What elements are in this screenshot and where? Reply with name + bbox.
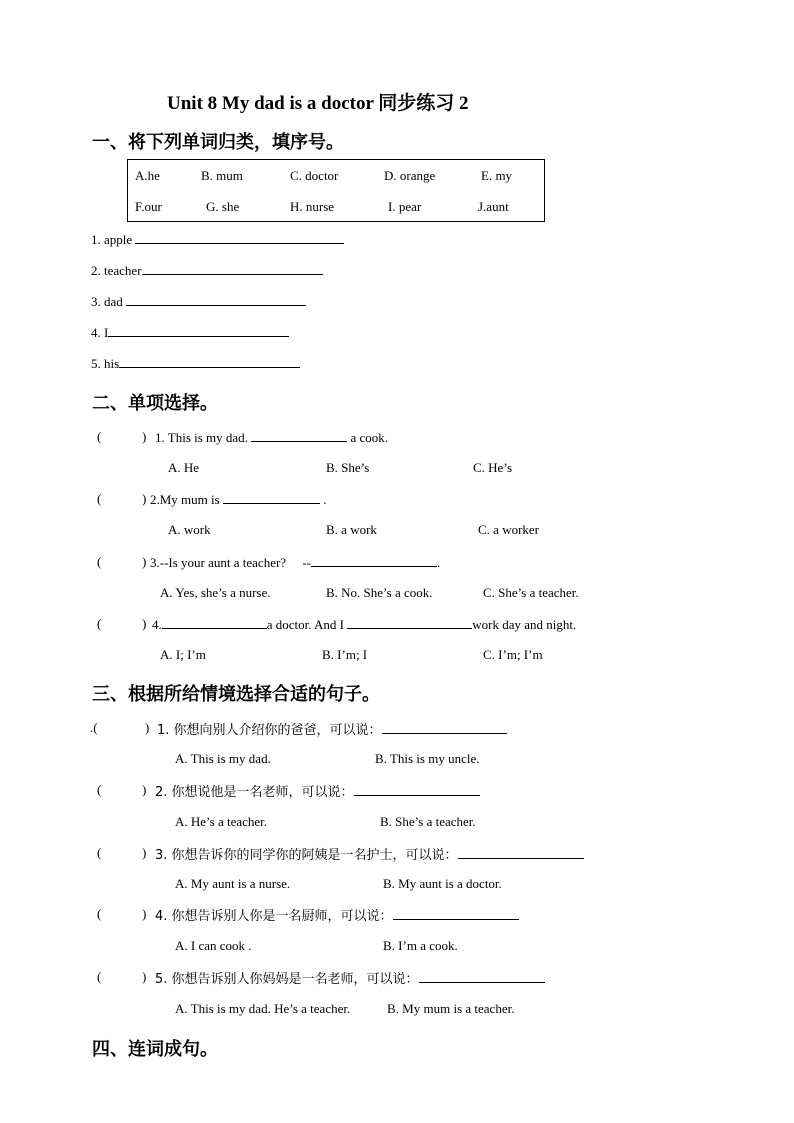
word-c: C. doctor — [290, 168, 339, 183]
paren-open: ( — [97, 491, 102, 506]
word-f: F.our — [135, 199, 162, 214]
category-label: 2. teacher — [91, 263, 142, 278]
question-text: 1. 你想向别人介绍你的爸爸，可以说： — [157, 723, 382, 738]
question-2-3 — [150, 554, 440, 571]
question-text: 4. 你想告诉别人你是一名厨师，可以说： — [155, 909, 393, 924]
section-2-heading: 二、单项选择。 — [92, 393, 218, 414]
option-a[interactable]: A. Yes, she’s a nurse. — [160, 585, 271, 600]
question-text: work day and night. — [472, 617, 577, 632]
question-text: 2. 你想说他是一名老师，可以说： — [155, 785, 354, 800]
category-item-1 — [91, 231, 344, 248]
option-a[interactable]: A. This is my dad. — [175, 751, 271, 766]
category-label: 4. I — [91, 325, 109, 340]
paren-close: ) — [142, 616, 147, 631]
answer-blank[interactable] — [347, 616, 472, 629]
option-a[interactable]: A. He — [168, 460, 200, 475]
question-3-4 — [155, 905, 519, 924]
paren-close: ) — [145, 720, 150, 735]
option-c[interactable]: C. I’m; I’m — [483, 647, 543, 662]
question-2-4 — [152, 616, 576, 633]
section-4-heading: 四、连词成句。 — [92, 1039, 218, 1060]
category-label: 3. dad — [91, 294, 123, 309]
word-d: D. orange — [384, 168, 436, 183]
question-text: 2.My mum is — [150, 492, 220, 507]
word-h: H. nurse — [290, 199, 335, 214]
question-text: 4. — [152, 617, 162, 632]
paren-open: ( — [97, 429, 102, 444]
question-3-3 — [155, 844, 584, 863]
option-b[interactable]: B. My aunt is a doctor. — [383, 876, 502, 891]
paren-close: ) — [142, 782, 147, 797]
answer-blank[interactable] — [251, 429, 347, 442]
category-item-3 — [91, 293, 306, 310]
answer-blank[interactable] — [119, 355, 300, 368]
answer-blank[interactable] — [162, 616, 267, 629]
paren-close: ) — [142, 554, 147, 569]
answer-blank[interactable] — [382, 721, 507, 734]
answer-blank[interactable] — [393, 907, 519, 920]
answer-blank[interactable] — [135, 231, 344, 244]
category-item-2 — [91, 262, 323, 279]
answer-blank[interactable] — [223, 491, 320, 504]
question-text: . — [436, 555, 441, 570]
category-label: 1. apple — [91, 232, 133, 247]
paren-open: ( — [97, 616, 102, 631]
option-b[interactable]: B. I’m a cook. — [383, 938, 458, 953]
question-3-1 — [157, 719, 507, 738]
answer-blank[interactable] — [108, 324, 289, 337]
option-a[interactable]: A. My aunt is a nurse. — [175, 876, 291, 891]
option-b[interactable]: B. a work — [326, 522, 377, 537]
question-3-2 — [155, 781, 480, 800]
answer-blank[interactable] — [354, 783, 480, 796]
question-text: 5. 你想告诉别人你妈妈是一名老师，可以说： — [155, 972, 419, 987]
answer-blank[interactable] — [419, 970, 545, 983]
question-3-5 — [155, 968, 545, 987]
option-c[interactable]: C. He’s — [473, 460, 512, 475]
question-text: 1. This is my dad. — [155, 430, 248, 445]
section-1-heading: 一、将下列单词归类，填序号。 — [92, 132, 344, 153]
word-b: B. mum — [201, 168, 243, 183]
option-c[interactable]: C. a worker — [478, 522, 540, 537]
option-b[interactable]: B. I’m; I — [322, 647, 368, 662]
paren-close: ) — [142, 906, 147, 921]
answer-blank[interactable] — [142, 262, 323, 275]
paren-open: ( — [97, 969, 102, 984]
word-a: A.he — [135, 168, 160, 183]
paren-open: ( — [97, 845, 102, 860]
option-b[interactable]: B. This is my uncle. — [375, 751, 480, 766]
paren-close: ) — [142, 845, 147, 860]
option-b[interactable]: B. She’s a teacher. — [380, 814, 476, 829]
answer-blank[interactable] — [458, 846, 584, 859]
category-label: 5. his — [91, 356, 120, 371]
option-a[interactable]: A. work — [168, 522, 211, 537]
answer-blank[interactable] — [311, 554, 437, 567]
word-e: E. my — [481, 168, 513, 183]
page-title: Unit 8 My dad is a doctor 同步练习 2 — [167, 93, 469, 114]
paren-open: ( — [97, 906, 102, 921]
section-3-heading: 三、根据所给情境选择合适的句子。 — [92, 684, 380, 705]
question-text: a cook. — [350, 430, 388, 445]
word-j: J.aunt — [478, 199, 509, 214]
question-2-2 — [150, 491, 326, 508]
option-b[interactable]: B. My mum is a teacher. — [387, 1001, 515, 1016]
question-text: a doctor. And I — [266, 617, 345, 632]
option-b[interactable]: B. No. She’s a cook. — [326, 585, 433, 600]
option-a[interactable]: A. I can cook . — [175, 938, 252, 953]
question-2-1 — [155, 429, 388, 446]
paren-close: ) — [142, 969, 147, 984]
paren-open: .( — [90, 720, 98, 735]
option-b[interactable]: B. She’s — [326, 460, 370, 475]
option-a[interactable]: A. I; I’m — [160, 647, 206, 662]
option-c[interactable]: C. She’s a teacher. — [483, 585, 579, 600]
word-g: G. she — [206, 199, 240, 214]
option-a[interactable]: A. This is my dad. He’s a teacher. — [175, 1001, 351, 1016]
paren-close: ) — [142, 491, 147, 506]
paren-close: ) — [142, 429, 147, 444]
question-text: 3. 你想告诉你的同学你的阿姨是一名护士，可以说： — [155, 848, 458, 863]
answer-blank[interactable] — [126, 293, 306, 306]
question-text: . — [323, 492, 327, 507]
category-item-4 — [91, 324, 289, 341]
question-text: 3.--Is your aunt a teacher? -- — [150, 555, 311, 570]
paren-open: ( — [97, 782, 102, 797]
word-i: I. pear — [388, 199, 422, 214]
paren-open: ( — [97, 554, 102, 569]
option-a[interactable]: A. He’s a teacher. — [175, 814, 268, 829]
category-item-5 — [91, 355, 300, 372]
